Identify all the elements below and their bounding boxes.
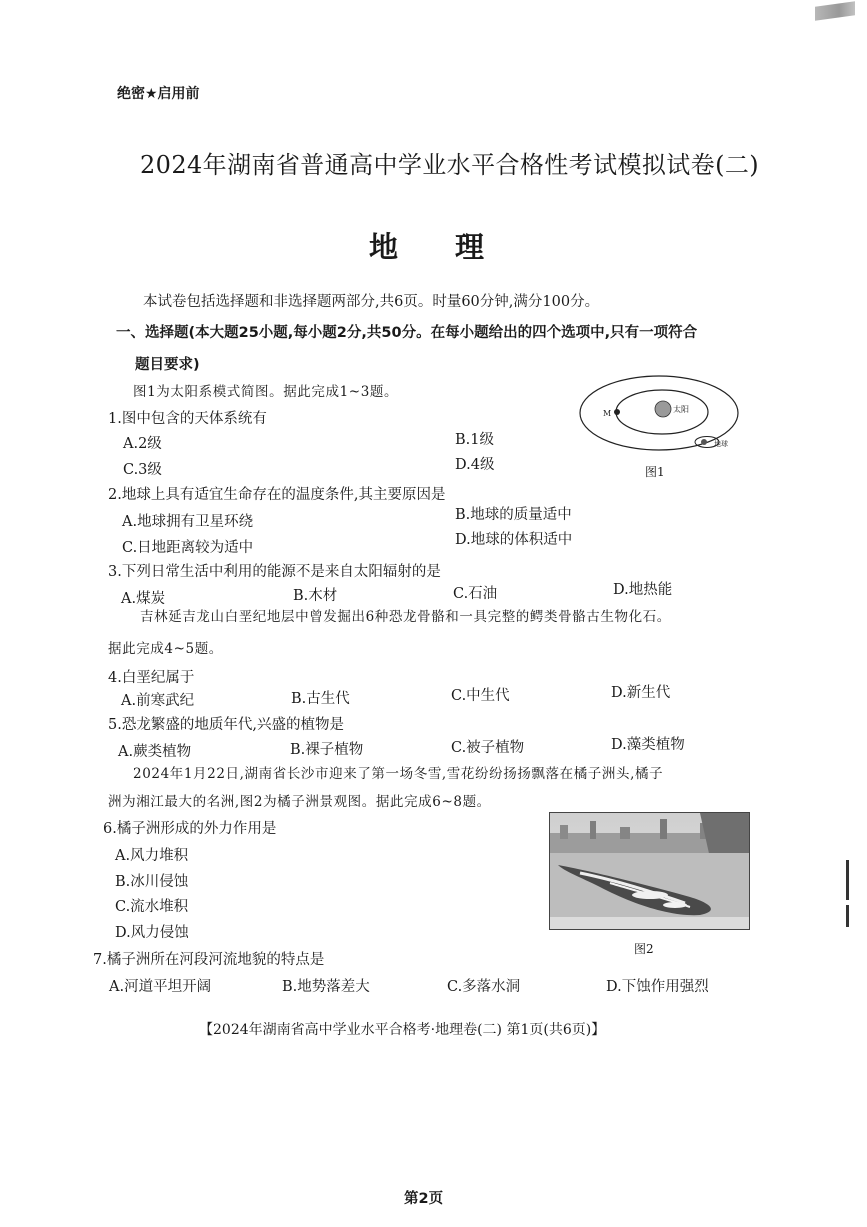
page-number: 第2页 bbox=[404, 1191, 444, 1207]
passage-2-line-2: 据此完成4~5题。 bbox=[108, 641, 223, 657]
question-4-stem: 4.白垩纪属于 bbox=[108, 670, 195, 686]
planet-m bbox=[614, 409, 620, 415]
question-6-option-c[interactable]: C.流水堆积 bbox=[115, 899, 189, 915]
section-heading: 一、选择题(本大题25小题,每小题2分,共50分。在每小题给出的四个选项中,只有一项符合 bbox=[116, 325, 698, 341]
planet-m-label: M bbox=[603, 409, 612, 418]
scan-edge-mark bbox=[846, 860, 849, 900]
scan-corner-mark bbox=[815, 1, 855, 21]
question-5-option-c[interactable]: C.被子植物 bbox=[451, 740, 525, 756]
question-2-option-a[interactable]: A.地球拥有卫星环绕 bbox=[122, 514, 254, 530]
question-1-stem: 1.图中包含的天体系统有 bbox=[108, 411, 267, 427]
question-6-option-d[interactable]: D.风力侵蚀 bbox=[115, 925, 189, 941]
question-5-option-d[interactable]: D.藻类植物 bbox=[611, 737, 685, 753]
figure2-caption: 图2 bbox=[634, 942, 654, 956]
earth-label: 地球 bbox=[714, 440, 728, 448]
question-6-option-b[interactable]: B.冰川侵蚀 bbox=[115, 874, 189, 890]
question-1-option-c[interactable]: C.3级 bbox=[123, 462, 162, 478]
sun-circle bbox=[655, 401, 671, 417]
secret-label: 绝密★启用前 bbox=[117, 86, 200, 102]
sun-label: 太阳 bbox=[673, 405, 689, 414]
passage-3-line-1: 2024年1月22日,湖南省长沙市迎来了第一场冬雪,雪花纷纷扬扬飘落在橘子洲头,橘子 bbox=[133, 766, 664, 782]
solar-system-diagram bbox=[574, 372, 739, 460]
question-6-stem: 6.橘子洲形成的外力作用是 bbox=[103, 821, 277, 837]
question-2-option-d[interactable]: D.地球的体积适中 bbox=[455, 532, 573, 548]
question-1-option-b[interactable]: B.1级 bbox=[455, 432, 494, 448]
figure1-intro: 图1为太阳系模式简图。据此完成1~3题。 bbox=[133, 384, 399, 400]
question-3-option-c[interactable]: C.石油 bbox=[453, 586, 498, 602]
question-5-option-a[interactable]: A.蕨类植物 bbox=[118, 744, 192, 760]
earth-circle bbox=[701, 439, 707, 445]
subject-title-2: 理 bbox=[455, 230, 485, 264]
question-1-option-a[interactable]: A.2级 bbox=[123, 436, 162, 452]
question-5-option-b[interactable]: B.裸子植物 bbox=[290, 742, 364, 758]
exam-notice: 本试卷包括选择题和非选择题两部分,共6页。时量60分钟,满分100分。 bbox=[143, 294, 600, 310]
section-heading-cont: 题目要求) bbox=[135, 357, 200, 373]
question-7-option-c[interactable]: C.多落水洞 bbox=[447, 979, 521, 995]
question-3-option-b[interactable]: B.木材 bbox=[293, 588, 338, 604]
exam-title: 2024年湖南省普通高中学业水平合格性考试模拟试卷(二) bbox=[140, 151, 760, 179]
orange-isle-photo bbox=[549, 812, 750, 930]
question-1-option-d[interactable]: D.4级 bbox=[455, 457, 495, 473]
passage-2-line-1: 吉林延吉龙山白垩纪地层中曾发掘出6种恐龙骨骼和一具完整的鳄类骨骼古生物化石。 bbox=[140, 609, 671, 625]
question-4-option-b[interactable]: B.古生代 bbox=[291, 691, 350, 707]
question-7-option-b[interactable]: B.地势落差大 bbox=[282, 979, 370, 995]
question-2-option-b[interactable]: B.地球的质量适中 bbox=[455, 507, 572, 523]
question-3-option-a[interactable]: A.煤炭 bbox=[121, 591, 166, 607]
scan-edge-mark bbox=[846, 905, 849, 927]
question-7-option-a[interactable]: A.河道平坦开阔 bbox=[109, 979, 212, 995]
passage-3-line-2: 洲为湘江最大的名洲,图2为橘子洲景观图。据此完成6~8题。 bbox=[108, 794, 491, 810]
question-7-option-d[interactable]: D.下蚀作用强烈 bbox=[606, 979, 709, 995]
question-3-stem: 3.下列日常生活中利用的能源不是来自太阳辐射的是 bbox=[108, 564, 441, 580]
orange-isle-photo-drawing bbox=[550, 813, 749, 929]
running-footer: 【2024年湖南省高中学业水平合格考·地理卷(二) 第1页(共6页)】 bbox=[199, 1022, 606, 1038]
question-5-stem: 5.恐龙繁盛的地质年代,兴盛的植物是 bbox=[108, 717, 344, 733]
question-4-option-a[interactable]: A.前寒武纪 bbox=[121, 693, 195, 709]
question-4-option-d[interactable]: D.新生代 bbox=[611, 685, 671, 701]
question-4-option-c[interactable]: C.中生代 bbox=[451, 688, 510, 704]
question-7-stem: 7.橘子洲所在河段河流地貌的特点是 bbox=[93, 952, 325, 968]
question-2-stem: 2.地球上具有适宜生命存在的温度条件,其主要原因是 bbox=[108, 487, 446, 503]
question-3-option-d[interactable]: D.地热能 bbox=[613, 582, 673, 598]
subject-title-1: 地 bbox=[369, 230, 399, 264]
question-6-option-a[interactable]: A.风力堆积 bbox=[115, 848, 189, 864]
question-2-option-c[interactable]: C.日地距离较为适中 bbox=[122, 540, 254, 556]
figure1-caption: 图1 bbox=[645, 465, 665, 479]
